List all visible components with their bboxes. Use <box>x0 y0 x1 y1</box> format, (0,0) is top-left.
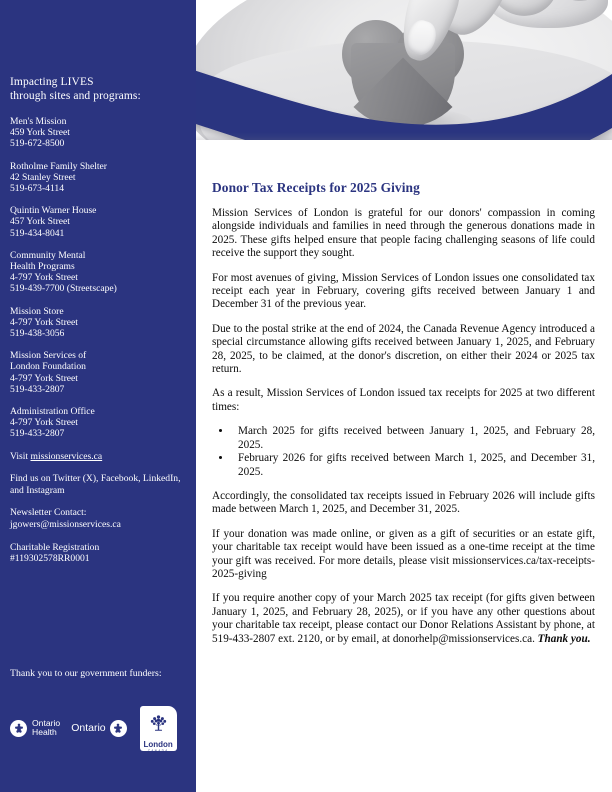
site-name: Rotholme Family Shelter <box>10 160 107 172</box>
paragraph-online-gifts: If your donation was made online, or given as a gift of securities or an estate gift, your charitable tax receipt would have been issued as a one-time receipt at the time your gift was received. For more details, please visit missionservices.ca/tax-receipts-2025-giving <box>212 527 595 580</box>
city-of-london-logo <box>140 706 177 751</box>
main-content-panel <box>196 140 612 792</box>
site-entry-administration-office <box>10 406 190 440</box>
paragraph-february-2026: Accordingly, the consolidated tax receipts issued in February 2026 will include gifts made between March 1, 2025, and December 31, 2025. <box>212 489 595 516</box>
site-entry-mens-mission <box>10 116 190 150</box>
site-phone: 519-434-8041 <box>10 227 65 239</box>
newsletter-contact-email[interactable]: jgowers@missionservices.ca <box>10 519 121 531</box>
sidebar <box>0 0 196 792</box>
ontario-health-line2: Health <box>32 727 57 738</box>
receipt-timing-list <box>212 425 595 479</box>
site-address: 459 York Street <box>10 127 70 139</box>
sidebar-heading-line2: through sites and programs: <box>10 89 141 102</box>
charitable-registration-block <box>10 542 190 565</box>
paragraph-consolidated-receipt: For most avenues of giving, Mission Services of London issues one consolidated tax receipt each year in February, covering gifts received between January 1 and December 31 of the previous year. <box>212 271 595 311</box>
trillium-icon <box>10 720 27 737</box>
ontario-health-logo <box>10 719 60 738</box>
website-link[interactable]: missionservices.ca <box>30 450 103 462</box>
charitable-registration-label: Charitable Registration <box>10 541 100 553</box>
list-item: • February 2026 for gifts received between March 1, 2025, and December 31, 2025. <box>232 452 595 479</box>
site-name: Mission Store <box>10 305 64 317</box>
charitable-registration-number: #119302578RR0001 <box>10 553 90 565</box>
visit-label: Visit <box>10 450 31 462</box>
london-label: London <box>143 739 173 749</box>
sidebar-heading-line1: Impacting LIVES <box>10 76 94 88</box>
newsletter-contact-block <box>10 507 190 530</box>
paragraph-postal-strike: Due to the postal strike at the end of 2024, the Canada Revenue Agency introduced a special circumstance allowing gifts received between January 1, 2025, and February 28, 2025, to be claimed, at the donor's discretion, on either their 2024 or 2025 tax return. <box>212 322 595 376</box>
site-name: Quintin Warner House <box>10 205 97 217</box>
london-sublabel: CANADA <box>147 748 169 753</box>
site-address: 4-797 York Street <box>10 272 78 284</box>
site-phone: 519-438-3056 <box>10 328 65 340</box>
site-phone: 519-672-8500 <box>10 138 65 150</box>
list-item: • March 2025 for gifts received between January 1, 2025, and February 28, 2025. <box>232 425 595 452</box>
sidebar-heading <box>10 76 190 103</box>
site-address: 4-797 York Street <box>10 316 78 328</box>
site-name: Administration Office <box>10 406 95 418</box>
ontario-wordmark-logo <box>71 720 126 737</box>
funders-title: Thank you to our government funders: <box>10 668 162 679</box>
site-name: Mission Services of <box>10 350 87 362</box>
government-funders-section <box>10 668 190 751</box>
site-address: 42 Stanley Street <box>10 171 76 183</box>
site-name: Community Mental <box>10 249 86 261</box>
site-entry-rotholme <box>10 161 190 195</box>
visit-website-line <box>10 451 190 463</box>
site-entry-quintin-warner <box>10 205 190 239</box>
site-name-2: London Foundation <box>10 361 86 373</box>
newsletter-contact-label: Newsletter Contact: <box>10 507 87 519</box>
site-phone: 519-673-4114 <box>10 183 65 195</box>
site-address: 4-797 York Street <box>10 417 78 429</box>
site-entry-community-mental-health <box>10 250 190 295</box>
tree-icon <box>146 710 171 740</box>
ontario-health-label <box>32 719 60 738</box>
page-title: Donor Tax Receipts for 2025 Giving <box>212 180 420 195</box>
site-address: 457 York Street <box>10 216 70 228</box>
paragraph-two-times-intro: As a result, Mission Services of London issued tax receipts for 2025 at two different times: <box>212 387 595 413</box>
social-media-text: Find us on Twitter (X), Facebook, LinkedIn, and Instagram <box>10 473 181 496</box>
thank-you-text: Thank you. <box>537 632 591 645</box>
contact-text: If you require another copy of your March 2025 tax receipt (for gifts given between January 1, 2025, and February 28, 2025), or if you have any other questions about your charitable tax receipt, please contact our Donor Relations Assistant by phone, at 519-433-2807 ext. 2120, or by email, at donorhelp@missionservices.ca. <box>212 592 595 645</box>
ontario-wordmark-label: Ontario <box>71 722 106 735</box>
paragraph-intro: Mission Services of London is grateful for our donors' compassion in coming alongside individuals and families in need through the generous donations made in 2025. These gifts helped ensure that people facing challenging seasons of life could receive the support they sought. <box>212 207 595 260</box>
site-name-2: Health Programs <box>10 261 75 273</box>
site-entry-mission-store <box>10 306 190 340</box>
site-phone: 519-433-2807 <box>10 428 65 440</box>
site-phone: 519-439-7700 (Streetscape) <box>10 283 117 295</box>
site-name: Men's Mission <box>10 116 67 127</box>
ontario-health-line1: Ontario <box>32 717 61 728</box>
funder-logo-row <box>10 706 190 751</box>
site-phone: 519-433-2807 <box>10 383 65 395</box>
site-entry-foundation <box>10 350 190 395</box>
trillium-icon <box>110 720 127 737</box>
site-address: 4-797 York Street <box>10 372 78 384</box>
paragraph-contact-info <box>212 592 595 646</box>
